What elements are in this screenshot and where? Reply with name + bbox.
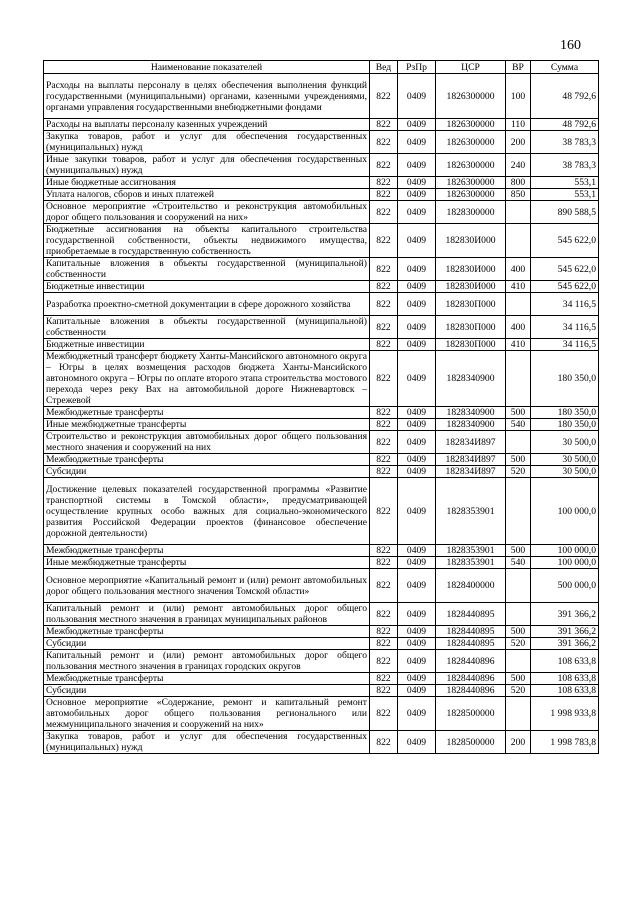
row-csr: 1828440895 xyxy=(436,638,506,650)
table-row xyxy=(44,74,599,119)
row-vr: 520 xyxy=(506,466,531,478)
table-row xyxy=(44,626,599,638)
row-rzpr: 0409 xyxy=(398,189,436,201)
table-row xyxy=(44,339,599,351)
header-name: Наименование показателей xyxy=(44,61,370,74)
row-ved: 822 xyxy=(370,557,398,569)
row-csr: 1826300000 xyxy=(436,177,506,189)
row-sum: 48 792,6 xyxy=(531,119,599,131)
row-csr: 1828300000 xyxy=(436,201,506,224)
table-header-row xyxy=(44,61,599,74)
row-sum: 34 116,5 xyxy=(531,316,599,339)
row-sum: 108 633,8 xyxy=(531,650,599,673)
row-vr xyxy=(506,697,531,731)
row-rzpr: 0409 xyxy=(398,351,436,407)
row-ved: 822 xyxy=(370,454,398,466)
row-csr: 1826300000 xyxy=(436,119,506,131)
row-name: Субсидии xyxy=(44,685,370,697)
row-csr: 1828440896 xyxy=(436,685,506,697)
table-row xyxy=(44,638,599,650)
row-csr: 1828440895 xyxy=(436,603,506,626)
row-name: Межбюджетные трансферты xyxy=(44,626,370,638)
row-sum: 890 588,5 xyxy=(531,201,599,224)
row-ved: 822 xyxy=(370,258,398,281)
row-ved: 822 xyxy=(370,731,398,754)
row-name: Капитальные вложения в объекты государственной (муниципальной) собственности xyxy=(44,316,370,339)
row-sum: 545 622,0 xyxy=(531,224,599,258)
row-ved: 822 xyxy=(370,119,398,131)
row-csr: 1828340900 xyxy=(436,407,506,419)
row-csr: 182830П000 xyxy=(436,339,506,351)
table-row xyxy=(44,293,599,316)
table-row xyxy=(44,650,599,673)
row-name: Основное мероприятие «Строительство и реконструкция автомобильных дорог общего пользования и сооружений на них» xyxy=(44,201,370,224)
row-rzpr: 0409 xyxy=(398,626,436,638)
row-ved: 822 xyxy=(370,224,398,258)
row-csr: 182834И897 xyxy=(436,431,506,454)
row-sum: 391 366,2 xyxy=(531,638,599,650)
row-vr: 520 xyxy=(506,685,531,697)
page-number: 160 xyxy=(560,38,581,53)
row-name: Достижение целевых показателей государственной программы «Развитие транспортной системы в Томской области», предусматривающей осуществление крупных особо важных для социально-экономического развития Российской Федерации проектов (финансовое обеспечение дорожной деятельности) xyxy=(44,478,370,545)
table-row xyxy=(44,454,599,466)
row-csr: 182830И000 xyxy=(436,258,506,281)
row-csr: 1828440895 xyxy=(436,626,506,638)
table-row xyxy=(44,189,599,201)
table-row xyxy=(44,419,599,431)
row-ved: 822 xyxy=(370,650,398,673)
row-name: Межбюджетные трансферты xyxy=(44,407,370,419)
row-ved: 822 xyxy=(370,569,398,603)
row-name: Бюджетные ассигнования на объекты капитального строительства государственной собственности, объекты недвижимого имущества, приобретаемые в государственную собственность xyxy=(44,224,370,258)
row-sum: 30 500,0 xyxy=(531,454,599,466)
row-ved: 822 xyxy=(370,419,398,431)
row-csr: 1828340900 xyxy=(436,351,506,407)
table-row xyxy=(44,119,599,131)
table-row xyxy=(44,557,599,569)
row-name: Межбюджетные трансферты xyxy=(44,673,370,685)
row-name: Уплата налогов, сборов и иных платежей xyxy=(44,189,370,201)
table-row xyxy=(44,685,599,697)
row-rzpr: 0409 xyxy=(398,557,436,569)
table-row xyxy=(44,478,599,545)
table-row xyxy=(44,431,599,454)
row-vr: 500 xyxy=(506,454,531,466)
row-rzpr: 0409 xyxy=(398,419,436,431)
row-name: Капитальный ремонт и (или) ремонт автомобильных дорог общего пользования местного значения в границах муниципальных районов xyxy=(44,603,370,626)
row-name: Расходы на выплаты персоналу в целях обеспечения выполнения функций государственными (муниципальными) органами, казенными учреждениями, органами управления государственными внебюджетными фондами xyxy=(44,74,370,119)
table-row xyxy=(44,316,599,339)
row-name: Капитальные вложения в объекты государственной (муниципальной) собственности xyxy=(44,258,370,281)
row-rzpr: 0409 xyxy=(398,131,436,154)
row-name: Закупка товаров, работ и услуг для обеспечения государственных (муниципальных) нужд xyxy=(44,731,370,754)
row-rzpr: 0409 xyxy=(398,569,436,603)
row-vr: 240 xyxy=(506,154,531,177)
row-ved: 822 xyxy=(370,545,398,557)
row-ved: 822 xyxy=(370,131,398,154)
row-sum: 30 500,0 xyxy=(531,466,599,478)
row-sum: 34 116,5 xyxy=(531,293,599,316)
row-rzpr: 0409 xyxy=(398,697,436,731)
row-vr: 520 xyxy=(506,638,531,650)
row-vr: 540 xyxy=(506,419,531,431)
row-vr: 400 xyxy=(506,316,531,339)
row-sum: 553,1 xyxy=(531,189,599,201)
row-name: Бюджетные инвестиции xyxy=(44,339,370,351)
table-row xyxy=(44,201,599,224)
row-vr: 800 xyxy=(506,177,531,189)
row-ved: 822 xyxy=(370,154,398,177)
table-row xyxy=(44,466,599,478)
row-rzpr: 0409 xyxy=(398,454,436,466)
row-ved: 822 xyxy=(370,478,398,545)
row-vr: 200 xyxy=(506,131,531,154)
row-vr: 410 xyxy=(506,281,531,293)
row-name: Межбюджетный трансферт бюджету Ханты-Мансийского автономного округа – Югры в целях возмещения расходов бюджета Ханты-Мансийского автономного округа – Югры по оплате второго этапа строительства мостового перехода через реку Вах на автомобильной дороге Нижневартовск – Стрежевой xyxy=(44,351,370,407)
row-rzpr: 0409 xyxy=(398,638,436,650)
row-sum: 108 633,8 xyxy=(531,673,599,685)
row-ved: 822 xyxy=(370,281,398,293)
row-csr: 1826300000 xyxy=(436,131,506,154)
row-rzpr: 0409 xyxy=(398,685,436,697)
row-sum: 48 792,6 xyxy=(531,74,599,119)
row-rzpr: 0409 xyxy=(398,224,436,258)
row-csr: 182830И000 xyxy=(436,281,506,293)
row-rzpr: 0409 xyxy=(398,431,436,454)
row-rzpr: 0409 xyxy=(398,407,436,419)
row-sum: 100 000,0 xyxy=(531,557,599,569)
row-csr: 1826300000 xyxy=(436,189,506,201)
row-ved: 822 xyxy=(370,638,398,650)
row-vr: 850 xyxy=(506,189,531,201)
row-csr: 182830П000 xyxy=(436,316,506,339)
row-sum: 545 622,0 xyxy=(531,258,599,281)
row-csr: 1828500000 xyxy=(436,731,506,754)
header-vr: ВР xyxy=(506,61,531,74)
row-vr: 400 xyxy=(506,258,531,281)
row-sum: 1 998 783,8 xyxy=(531,731,599,754)
table-row xyxy=(44,697,599,731)
row-rzpr: 0409 xyxy=(398,293,436,316)
row-vr: 540 xyxy=(506,557,531,569)
row-sum: 391 366,2 xyxy=(531,603,599,626)
row-rzpr: 0409 xyxy=(398,339,436,351)
row-csr: 1828353901 xyxy=(436,545,506,557)
row-vr xyxy=(506,293,531,316)
table-row xyxy=(44,731,599,754)
row-rzpr: 0409 xyxy=(398,650,436,673)
row-sum: 180 350,0 xyxy=(531,419,599,431)
row-name: Межбюджетные трансферты xyxy=(44,454,370,466)
row-ved: 822 xyxy=(370,603,398,626)
table-row xyxy=(44,545,599,557)
row-sum: 100 000,0 xyxy=(531,478,599,545)
row-ved: 822 xyxy=(370,177,398,189)
row-sum: 500 000,0 xyxy=(531,569,599,603)
row-vr xyxy=(506,569,531,603)
row-ved: 822 xyxy=(370,316,398,339)
row-sum: 38 783,3 xyxy=(531,154,599,177)
row-rzpr: 0409 xyxy=(398,201,436,224)
row-ved: 822 xyxy=(370,74,398,119)
row-vr: 100 xyxy=(506,74,531,119)
row-rzpr: 0409 xyxy=(398,258,436,281)
row-rzpr: 0409 xyxy=(398,466,436,478)
row-ved: 822 xyxy=(370,626,398,638)
row-sum: 545 622,0 xyxy=(531,281,599,293)
row-sum: 30 500,0 xyxy=(531,431,599,454)
table-row xyxy=(44,154,599,177)
row-sum: 108 633,8 xyxy=(531,685,599,697)
row-vr xyxy=(506,478,531,545)
row-rzpr: 0409 xyxy=(398,316,436,339)
row-vr xyxy=(506,603,531,626)
row-sum: 38 783,3 xyxy=(531,131,599,154)
row-csr: 1828440896 xyxy=(436,650,506,673)
row-name: Основное мероприятие «Капитальный ремонт и (или) ремонт автомобильных дорог общего пользования местного значения Томской области» xyxy=(44,569,370,603)
row-ved: 822 xyxy=(370,339,398,351)
header-ved: Вед xyxy=(370,61,398,74)
row-name: Разработка проектно-сметной документации в сфере дорожного хозяйства xyxy=(44,293,370,316)
row-rzpr: 0409 xyxy=(398,154,436,177)
row-name: Расходы на выплаты персоналу казенных учреждений xyxy=(44,119,370,131)
row-ved: 822 xyxy=(370,697,398,731)
row-rzpr: 0409 xyxy=(398,603,436,626)
row-sum: 100 000,0 xyxy=(531,545,599,557)
table-row xyxy=(44,281,599,293)
row-name: Субсидии xyxy=(44,638,370,650)
row-csr: 182834И897 xyxy=(436,454,506,466)
row-csr: 1828440896 xyxy=(436,673,506,685)
row-sum: 553,1 xyxy=(531,177,599,189)
row-sum: 180 350,0 xyxy=(531,407,599,419)
row-rzpr: 0409 xyxy=(398,731,436,754)
row-ved: 822 xyxy=(370,431,398,454)
row-rzpr: 0409 xyxy=(398,281,436,293)
header-csr: ЦСР xyxy=(436,61,506,74)
row-name: Межбюджетные трансферты xyxy=(44,545,370,557)
row-vr xyxy=(506,224,531,258)
row-vr: 500 xyxy=(506,407,531,419)
row-csr: 1828353901 xyxy=(436,557,506,569)
row-csr: 182830И000 xyxy=(436,224,506,258)
row-name: Закупка товаров, работ и услуг для обеспечения государственных (муниципальных) нужд xyxy=(44,131,370,154)
row-sum: 180 350,0 xyxy=(531,351,599,407)
row-ved: 822 xyxy=(370,189,398,201)
row-sum: 1 998 933,8 xyxy=(531,697,599,731)
row-ved: 822 xyxy=(370,293,398,316)
row-ved: 822 xyxy=(370,466,398,478)
table-row xyxy=(44,177,599,189)
row-vr xyxy=(506,431,531,454)
row-name: Бюджетные инвестиции xyxy=(44,281,370,293)
row-csr: 1826300000 xyxy=(436,74,506,119)
row-sum: 34 116,5 xyxy=(531,339,599,351)
row-rzpr: 0409 xyxy=(398,545,436,557)
row-vr xyxy=(506,351,531,407)
row-csr: 1828400000 xyxy=(436,569,506,603)
row-csr: 1828500000 xyxy=(436,697,506,731)
row-name: Иные межбюджетные трансферты xyxy=(44,419,370,431)
header-sum: Сумма xyxy=(531,61,599,74)
row-ved: 822 xyxy=(370,407,398,419)
table-row xyxy=(44,673,599,685)
row-name: Иные бюджетные ассигнования xyxy=(44,177,370,189)
row-rzpr: 0409 xyxy=(398,119,436,131)
row-vr: 110 xyxy=(506,119,531,131)
row-csr: 182834И897 xyxy=(436,466,506,478)
table-row xyxy=(44,131,599,154)
row-name: Иные межбюджетные трансферты xyxy=(44,557,370,569)
row-name: Основное мероприятие «Содержание, ремонт и капитальный ремонт автомобильных дорог общего пользования регионального или межмуниципального значения и сооружений на них» xyxy=(44,697,370,731)
row-name: Капитальный ремонт и (или) ремонт автомобильных дорог общего пользования местного значения в границах городских округов xyxy=(44,650,370,673)
row-vr xyxy=(506,650,531,673)
row-vr: 410 xyxy=(506,339,531,351)
row-name: Строительство и реконструкция автомобильных дорог общего пользования местного значения и сооружений на них xyxy=(44,431,370,454)
budget-table xyxy=(43,60,599,754)
row-csr: 1826300000 xyxy=(436,154,506,177)
table-row xyxy=(44,569,599,603)
row-sum: 391 366,2 xyxy=(531,626,599,638)
row-rzpr: 0409 xyxy=(398,673,436,685)
row-vr: 500 xyxy=(506,545,531,557)
row-rzpr: 0409 xyxy=(398,177,436,189)
row-ved: 822 xyxy=(370,201,398,224)
header-rzpr: РзПр xyxy=(398,61,436,74)
row-name: Субсидии xyxy=(44,466,370,478)
row-vr: 500 xyxy=(506,673,531,685)
row-ved: 822 xyxy=(370,685,398,697)
table-row xyxy=(44,224,599,258)
row-csr: 1828340900 xyxy=(436,419,506,431)
row-ved: 822 xyxy=(370,351,398,407)
row-vr xyxy=(506,201,531,224)
table-row xyxy=(44,603,599,626)
row-vr: 500 xyxy=(506,626,531,638)
table-row xyxy=(44,351,599,407)
row-rzpr: 0409 xyxy=(398,478,436,545)
table-row xyxy=(44,407,599,419)
row-ved: 822 xyxy=(370,673,398,685)
table-row xyxy=(44,258,599,281)
row-name: Иные закупки товаров, работ и услуг для обеспечения государственных (муниципальных) нужд xyxy=(44,154,370,177)
row-csr: 1828353901 xyxy=(436,478,506,545)
row-csr: 182830П000 xyxy=(436,293,506,316)
row-vr: 200 xyxy=(506,731,531,754)
row-rzpr: 0409 xyxy=(398,74,436,119)
